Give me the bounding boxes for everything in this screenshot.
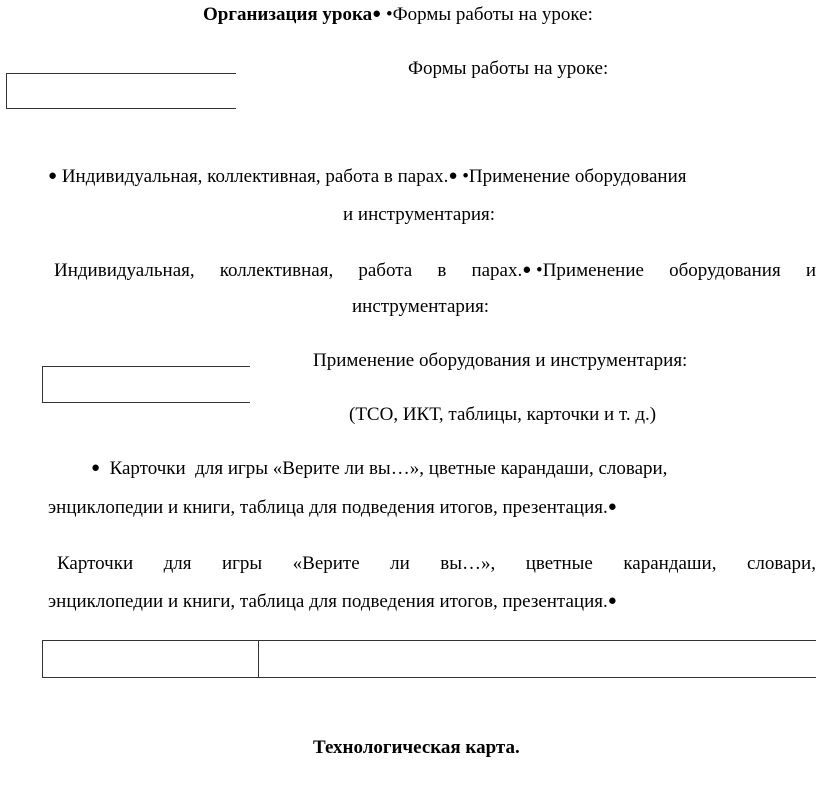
para1-line2: и инструментария: — [343, 204, 495, 225]
para2-word: оборудования — [669, 260, 781, 281]
bullet-icon: ● — [372, 6, 382, 22]
table-cell — [259, 641, 816, 677]
para2-word: коллективная, — [219, 260, 334, 281]
page-title: Технологическая карта. — [313, 737, 520, 758]
para2-word: работа — [358, 260, 413, 281]
bullet-icon: ● — [48, 168, 58, 184]
para4-word: цветные — [525, 553, 593, 574]
bullet-icon: ● — [448, 168, 458, 184]
empty-box — [6, 73, 236, 109]
bullet-icon: ● — [91, 460, 101, 476]
para4-word: «Верите — [292, 553, 360, 574]
para4-line1 — [57, 553, 816, 575]
empty-box — [42, 366, 250, 403]
para4-line2 — [48, 591, 617, 614]
para2-word: •Применение — [536, 260, 644, 281]
bullet-icon: ● — [607, 499, 617, 515]
para4-word: словари, — [746, 553, 816, 574]
table-cell — [43, 641, 259, 677]
para4-word: вы…», — [440, 553, 496, 574]
para2-word: Индивидуальная, — [54, 260, 195, 281]
para4-word: карандаши, — [623, 553, 717, 574]
forms-heading: Формы работы на уроке: — [408, 58, 609, 79]
para1-line1 — [48, 166, 686, 189]
para1-text: Индивидуальная, коллективная, работа в парах. — [61, 166, 449, 187]
para3-line1 — [91, 458, 667, 481]
bullet-icon: ● — [522, 262, 532, 278]
table-row — [42, 640, 816, 678]
para4-word: Карточки — [57, 553, 134, 574]
para2-line1 — [54, 260, 816, 283]
equipment-heading: Применение оборудования и инструментария: — [313, 350, 688, 371]
header-title-rest: •Формы работы на уроке: — [385, 4, 593, 25]
bullet-icon: ● — [607, 593, 617, 609]
header-title-bold: Организация урока — [203, 4, 373, 25]
para4-word: ли — [390, 553, 410, 574]
para2-word: в — [437, 260, 447, 281]
para3-text: Карточки для игры «Верите ли вы…», цветные карандаши, словари, — [109, 458, 668, 479]
para4-word: игры — [221, 553, 263, 574]
para2-word: парах. — [471, 260, 523, 281]
header-line — [203, 4, 593, 27]
para1-tail: •Применение оборудования — [462, 166, 687, 187]
para3-line2 — [48, 497, 617, 520]
para2-word: и — [805, 260, 816, 281]
para2-line2: инструментария: — [352, 296, 490, 317]
para4-text: энциклопедии и книги, таблица для подведения итогов, презентация. — [48, 591, 608, 612]
para4-word: для — [163, 553, 192, 574]
equipment-subheading: (ТСО, ИКТ, таблицы, карточки и т. д.) — [349, 404, 657, 425]
para3-text: энциклопедии и книги, таблица для подведения итогов, презентация. — [48, 497, 608, 518]
